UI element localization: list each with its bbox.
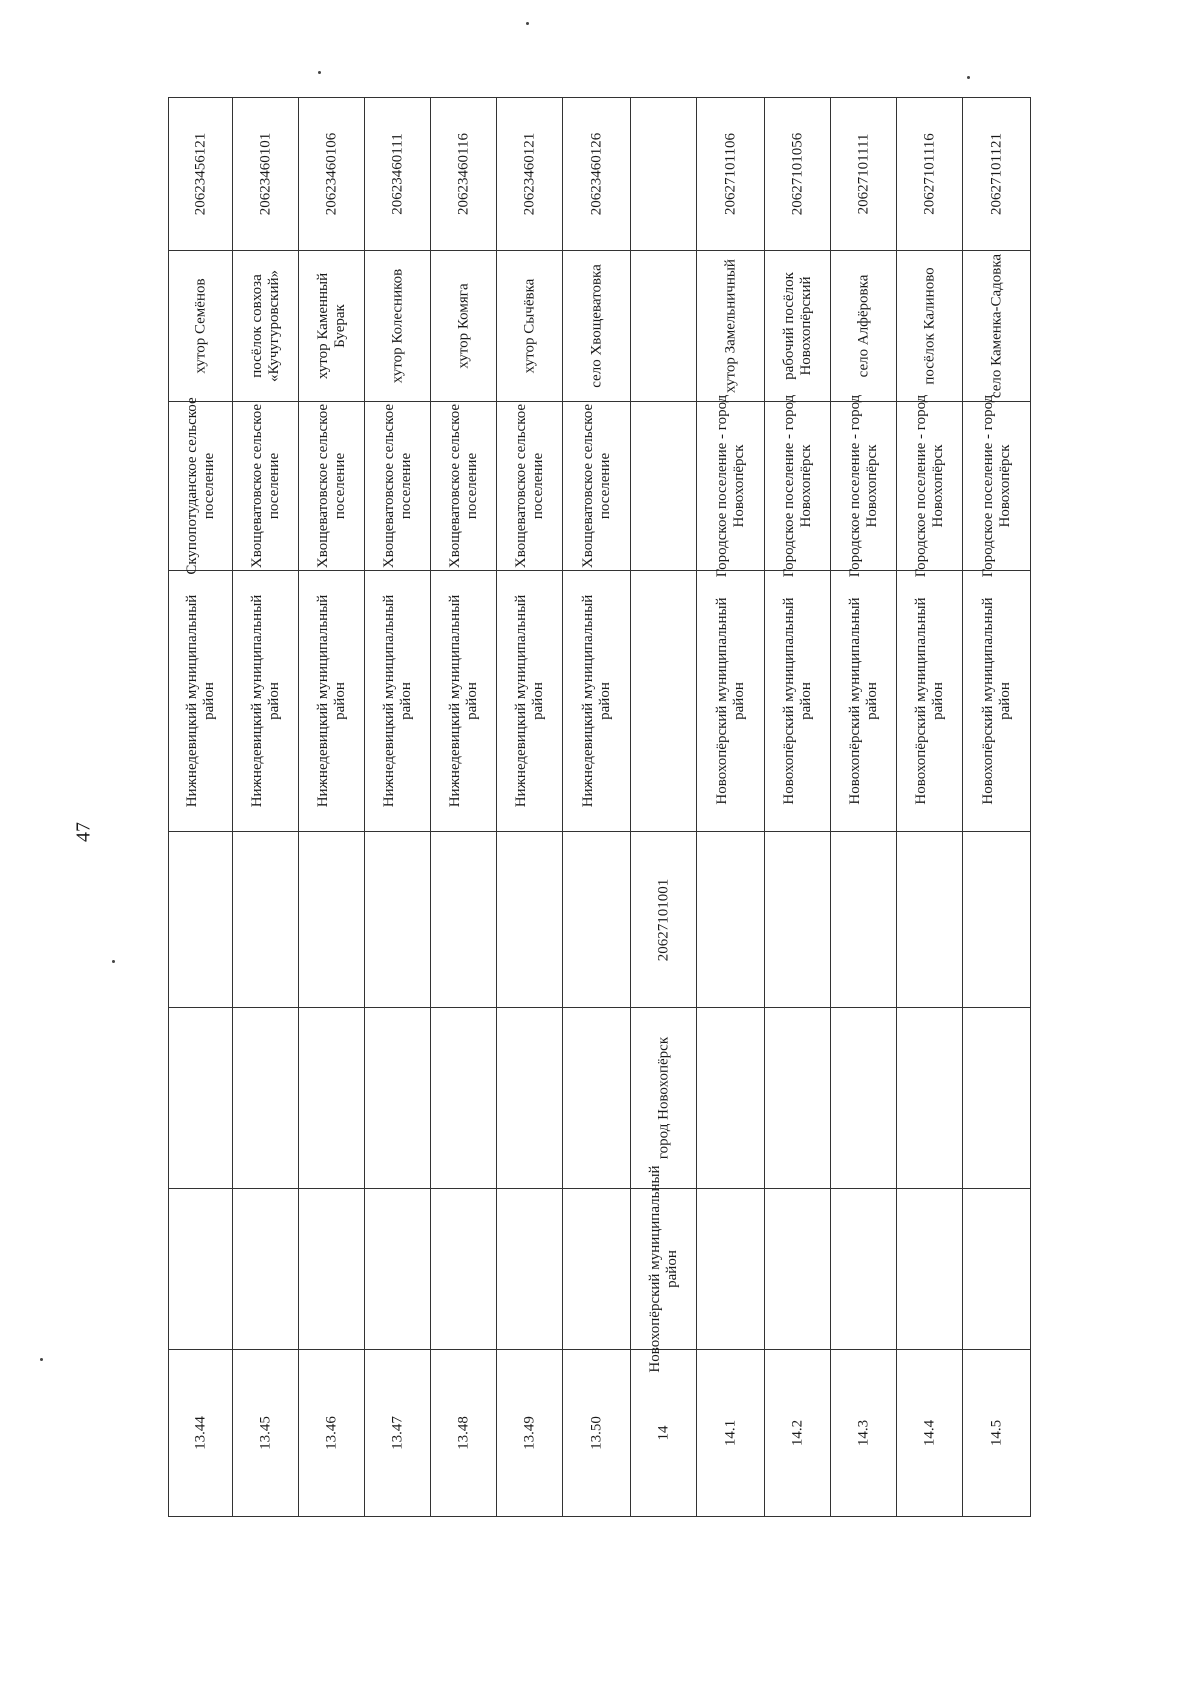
- text-line: Нижнедевицкий муниципальный: [183, 594, 200, 808]
- scan-speck: [112, 960, 115, 963]
- cell-num: [697, 1350, 765, 1517]
- text-line: посёлок совхоза: [248, 274, 265, 378]
- municipality-text: [580, 404, 614, 568]
- cell-settlement-code: [697, 832, 765, 1008]
- text-line: поселение: [331, 452, 348, 520]
- cell-locality: [897, 251, 963, 402]
- text-line: Новохопёрский муниципальный: [846, 597, 863, 805]
- num-text: 13.46: [323, 1416, 340, 1450]
- cell-locality: [233, 251, 299, 402]
- cell-municipality: [431, 402, 497, 571]
- text-line: район: [797, 682, 814, 720]
- municipality-text: [315, 404, 349, 568]
- cell-locality: [169, 251, 233, 402]
- cell-locality: [431, 251, 497, 402]
- text-line: район: [929, 682, 946, 720]
- municipal-area-text: [315, 595, 349, 808]
- text-line: Городское поселение - город: [713, 394, 730, 578]
- cell-settlement: [831, 1008, 897, 1189]
- cell-municipality: [963, 394, 1031, 578]
- cell-settlement-code: [431, 832, 497, 1008]
- text-line: Скупопотуданское сельское: [183, 397, 200, 575]
- cell-settlement-code: [233, 832, 299, 1008]
- cell-settlement: [169, 1008, 233, 1189]
- cell-settlement: [631, 1008, 697, 1189]
- municipality-text: [184, 397, 218, 574]
- municipality-text: [781, 395, 815, 578]
- municipal-area-text: [714, 597, 748, 804]
- cell-municipal-area: [765, 571, 831, 832]
- settlement-code-text: 20627101001: [655, 878, 672, 961]
- text-line: Нижнедевицкий муниципальный: [314, 594, 331, 808]
- scan-speck: [40, 1358, 43, 1361]
- scan-speck: [318, 71, 321, 74]
- cell-municipal-area: [497, 571, 563, 832]
- municipality-text: [714, 395, 748, 578]
- text-line: хутор Семёнов: [192, 278, 209, 374]
- cell-num: [233, 1350, 299, 1517]
- cell-settlement: [233, 1008, 299, 1189]
- num-text: 13.50: [588, 1416, 605, 1450]
- oktmo-text: 20627101116: [921, 133, 938, 215]
- cell-locality: [831, 251, 897, 402]
- text-line: район: [863, 682, 880, 720]
- cell-locality: [365, 251, 431, 402]
- cell-district: [831, 1189, 897, 1350]
- text-line: рабочий посёлок: [780, 272, 797, 380]
- cell-district: [697, 1189, 765, 1350]
- oktmo-text: 20627101106: [722, 133, 739, 215]
- cell-num: [963, 1350, 1031, 1517]
- text-line: Хвощеватовское сельское: [579, 403, 596, 569]
- cell-district: [963, 1189, 1031, 1350]
- text-line: Городское поселение - город: [912, 394, 929, 578]
- text-line: Городское поселение - город: [979, 394, 996, 578]
- text-line: район: [331, 682, 348, 720]
- cell-num: [897, 1350, 963, 1517]
- cell-settlement: [497, 1008, 563, 1189]
- cell-oktmo: [831, 98, 897, 251]
- cell-municipal-area: [431, 571, 497, 832]
- municipality-text: [381, 404, 415, 568]
- cell-municipal-area: [631, 571, 697, 832]
- cell-district: [233, 1189, 299, 1350]
- cell-settlement: [563, 1008, 631, 1189]
- cell-oktmo: [431, 98, 497, 251]
- cell-locality: [765, 251, 831, 402]
- text-line: посёлок Калиново: [921, 267, 938, 385]
- cell-oktmo: [631, 98, 697, 251]
- scan-speck: [967, 76, 970, 79]
- num-text: 14.5: [988, 1419, 1005, 1447]
- cell-locality: [497, 251, 563, 402]
- text-line: «Кучугуровский»: [265, 269, 282, 383]
- oktmo-text: 20623460101: [257, 132, 274, 216]
- cell-oktmo: [563, 98, 631, 251]
- oktmo-text: 20623460126: [588, 132, 605, 216]
- cell-settlement-code: [299, 832, 365, 1008]
- text-line: район: [397, 682, 414, 720]
- text-line: хутор Сычёвка: [521, 278, 538, 374]
- municipal-area-text: [447, 595, 481, 808]
- cell-settlement-code: [897, 832, 963, 1008]
- text-line: Новохопёрск: [996, 444, 1013, 528]
- text-line: район: [529, 682, 546, 720]
- cell-num: [563, 1350, 631, 1517]
- locality-text: [521, 279, 538, 374]
- text-line: Новохопёрск: [730, 444, 747, 528]
- municipality-text: [913, 395, 947, 578]
- text-line: Новохопёрский муниципальный: [646, 1165, 663, 1373]
- cell-settlement-code: [563, 832, 631, 1008]
- cell-oktmo: [299, 98, 365, 251]
- district-text: [647, 1165, 681, 1372]
- cell-settlement-code: [365, 832, 431, 1008]
- cell-settlement-code: [963, 832, 1031, 1008]
- locality-text: [855, 275, 872, 378]
- cell-municipal-area: [563, 571, 631, 832]
- cell-settlement-code: [831, 832, 897, 1008]
- num-text: 13.49: [521, 1416, 538, 1450]
- text-line: Хвощеватовское сельское: [248, 403, 265, 569]
- text-line: район: [265, 682, 282, 720]
- cell-num: [831, 1350, 897, 1517]
- settlements-table: [168, 97, 1031, 1517]
- locality-text: [988, 254, 1005, 398]
- text-line: Новохопёрский муниципальный: [713, 597, 730, 805]
- cell-oktmo: [765, 98, 831, 251]
- text-line: Новохопёрский муниципальный: [979, 597, 996, 805]
- municipal-area-text: [913, 597, 947, 804]
- cell-municipality: [365, 402, 431, 571]
- locality-text: [781, 272, 815, 380]
- text-line: Новохопёрск: [929, 444, 946, 528]
- num-text: 14.1: [722, 1419, 739, 1447]
- locality-text: [249, 270, 283, 382]
- cell-oktmo: [365, 98, 431, 251]
- text-line: поселение: [596, 452, 613, 520]
- oktmo-text: 20623460116: [455, 133, 472, 215]
- settlement-text: город Новохопёрск: [655, 1036, 672, 1160]
- cell-settlement: [697, 1008, 765, 1189]
- cell-district: [631, 1165, 697, 1373]
- cell-municipality: [497, 402, 563, 571]
- cell-settlement: [897, 1008, 963, 1189]
- municipal-area-text: [980, 597, 1014, 804]
- oktmo-text: 20623460111: [389, 133, 406, 215]
- municipal-area-text: [580, 595, 614, 808]
- cell-locality: [963, 251, 1031, 402]
- text-line: Новохопёрский: [797, 276, 814, 376]
- cell-num: [497, 1350, 563, 1517]
- cell-locality: [697, 251, 765, 402]
- cell-municipality: [563, 402, 631, 571]
- cell-district: [169, 1189, 233, 1350]
- text-line: Нижнедевицкий муниципальный: [579, 594, 596, 808]
- cell-oktmo: [963, 98, 1031, 251]
- locality-text: [722, 259, 739, 393]
- text-line: хутор Замельничный: [722, 259, 739, 393]
- text-line: Городское поселение - город: [846, 394, 863, 578]
- cell-municipal-area: [963, 571, 1031, 832]
- municipality-text: [249, 404, 283, 568]
- scan-speck: [526, 22, 529, 25]
- cell-num: [431, 1350, 497, 1517]
- locality-text: [315, 273, 349, 379]
- num-text: 13.44: [192, 1416, 209, 1450]
- text-line: Нижнедевицкий муниципальный: [446, 594, 463, 808]
- text-line: поселение: [529, 452, 546, 520]
- cell-settlement-code: [169, 832, 233, 1008]
- municipal-area-text: [781, 597, 815, 804]
- cell-oktmo: [233, 98, 299, 251]
- municipality-text: [513, 404, 547, 568]
- cell-settlement: [963, 1008, 1031, 1189]
- locality-text: [389, 269, 406, 383]
- cell-district: [563, 1189, 631, 1350]
- text-line: Новохопёрск: [863, 444, 880, 528]
- cell-num: [299, 1350, 365, 1517]
- cell-district: [497, 1189, 563, 1350]
- cell-district: [365, 1189, 431, 1350]
- text-line: район: [730, 682, 747, 720]
- text-line: Хвощеватовское сельское: [380, 403, 397, 569]
- text-line: село Хвощеватовка: [588, 264, 605, 388]
- municipality-text: [847, 395, 881, 578]
- text-line: район: [200, 682, 217, 720]
- oktmo-text: 20623460121: [521, 132, 538, 216]
- text-line: Нижнедевицкий муниципальный: [380, 594, 397, 808]
- text-line: Новохопёрский муниципальный: [912, 597, 929, 805]
- cell-municipal-area: [233, 571, 299, 832]
- cell-locality: [563, 251, 631, 402]
- oktmo-text: 20623460106: [323, 132, 340, 216]
- num-text: 14.4: [921, 1419, 938, 1447]
- text-line: село Каменка-Садовка: [988, 253, 1005, 399]
- municipal-area-text: [184, 595, 218, 808]
- text-line: Новохопёрск: [797, 444, 814, 528]
- cell-municipal-area: [697, 571, 765, 832]
- cell-municipality: [697, 394, 765, 578]
- cell-municipality: [299, 402, 365, 571]
- cell-oktmo: [897, 98, 963, 251]
- text-line: Новохопёрский муниципальный: [780, 597, 797, 805]
- cell-municipal-area: [169, 571, 233, 832]
- text-line: район: [663, 1250, 680, 1288]
- municipality-text: [447, 404, 481, 568]
- cell-municipality: [169, 397, 233, 575]
- cell-settlement-code: [497, 832, 563, 1008]
- municipal-area-text: [513, 595, 547, 808]
- text-line: Хвощеватовское сельское: [446, 403, 463, 569]
- text-line: район: [596, 682, 613, 720]
- cell-settlement: [299, 1008, 365, 1189]
- text-line: поселение: [265, 452, 282, 520]
- cell-locality: [631, 251, 697, 402]
- cell-oktmo: [169, 98, 233, 251]
- text-line: село Алфёровка: [855, 274, 872, 378]
- text-line: Нижнедевицкий муниципальный: [512, 594, 529, 808]
- cell-municipal-area: [365, 571, 431, 832]
- cell-num: [631, 1350, 697, 1517]
- text-line: хутор Колесников: [389, 268, 406, 384]
- text-line: Городское поселение - город: [780, 394, 797, 578]
- cell-municipality: [831, 394, 897, 578]
- cell-municipality: [897, 394, 963, 578]
- cell-district: [299, 1189, 365, 1350]
- cell-district: [765, 1189, 831, 1350]
- cell-settlement-code: [631, 832, 697, 1008]
- num-text: 14: [655, 1425, 672, 1441]
- text-line: хутор Каменный: [314, 272, 331, 380]
- page-number: 47: [72, 822, 95, 842]
- cell-num: [765, 1350, 831, 1517]
- oktmo-text: 20627101056: [789, 132, 806, 216]
- oktmo-text: 20623456121: [192, 132, 209, 216]
- cell-settlement-code: [765, 832, 831, 1008]
- cell-settlement: [765, 1008, 831, 1189]
- text-line: Хвощеватовское сельское: [512, 403, 529, 569]
- text-line: поселение: [463, 452, 480, 520]
- cell-municipality: [765, 394, 831, 578]
- text-line: Нижнедевицкий муниципальный: [248, 594, 265, 808]
- cell-municipal-area: [831, 571, 897, 832]
- municipal-area-text: [847, 597, 881, 804]
- cell-municipal-area: [299, 571, 365, 832]
- cell-district: [431, 1189, 497, 1350]
- locality-text: [921, 267, 938, 384]
- cell-num: [365, 1350, 431, 1517]
- municipality-text: [980, 395, 1014, 578]
- locality-text: [455, 283, 472, 368]
- text-line: поселение: [397, 452, 414, 520]
- num-text: 14.3: [855, 1419, 872, 1447]
- cell-locality: [299, 251, 365, 402]
- municipal-area-text: [249, 595, 283, 808]
- cell-num: [169, 1350, 233, 1517]
- cell-municipal-area: [897, 571, 963, 832]
- cell-municipality: [631, 402, 697, 571]
- cell-district: [897, 1189, 963, 1350]
- oktmo-text: 20627101111: [855, 133, 872, 215]
- text-line: Хвощеватовское сельское: [314, 403, 331, 569]
- num-text: 13.45: [257, 1416, 274, 1450]
- num-text: 14.2: [789, 1419, 806, 1447]
- oktmo-text: 20627101121: [988, 133, 1005, 215]
- cell-oktmo: [497, 98, 563, 251]
- num-text: 13.48: [455, 1416, 472, 1450]
- num-text: 13.47: [389, 1416, 406, 1450]
- cell-municipality: [233, 402, 299, 571]
- text-line: хутор Комяга: [455, 283, 472, 369]
- text-line: поселение: [200, 452, 217, 520]
- municipal-area-text: [381, 595, 415, 808]
- text-line: район: [463, 682, 480, 720]
- cell-settlement: [365, 1008, 431, 1189]
- cell-settlement: [431, 1008, 497, 1189]
- cell-oktmo: [697, 98, 765, 251]
- text-line: Буерак: [331, 304, 348, 348]
- locality-text: [192, 278, 209, 373]
- text-line: район: [996, 682, 1013, 720]
- locality-text: [588, 264, 605, 388]
